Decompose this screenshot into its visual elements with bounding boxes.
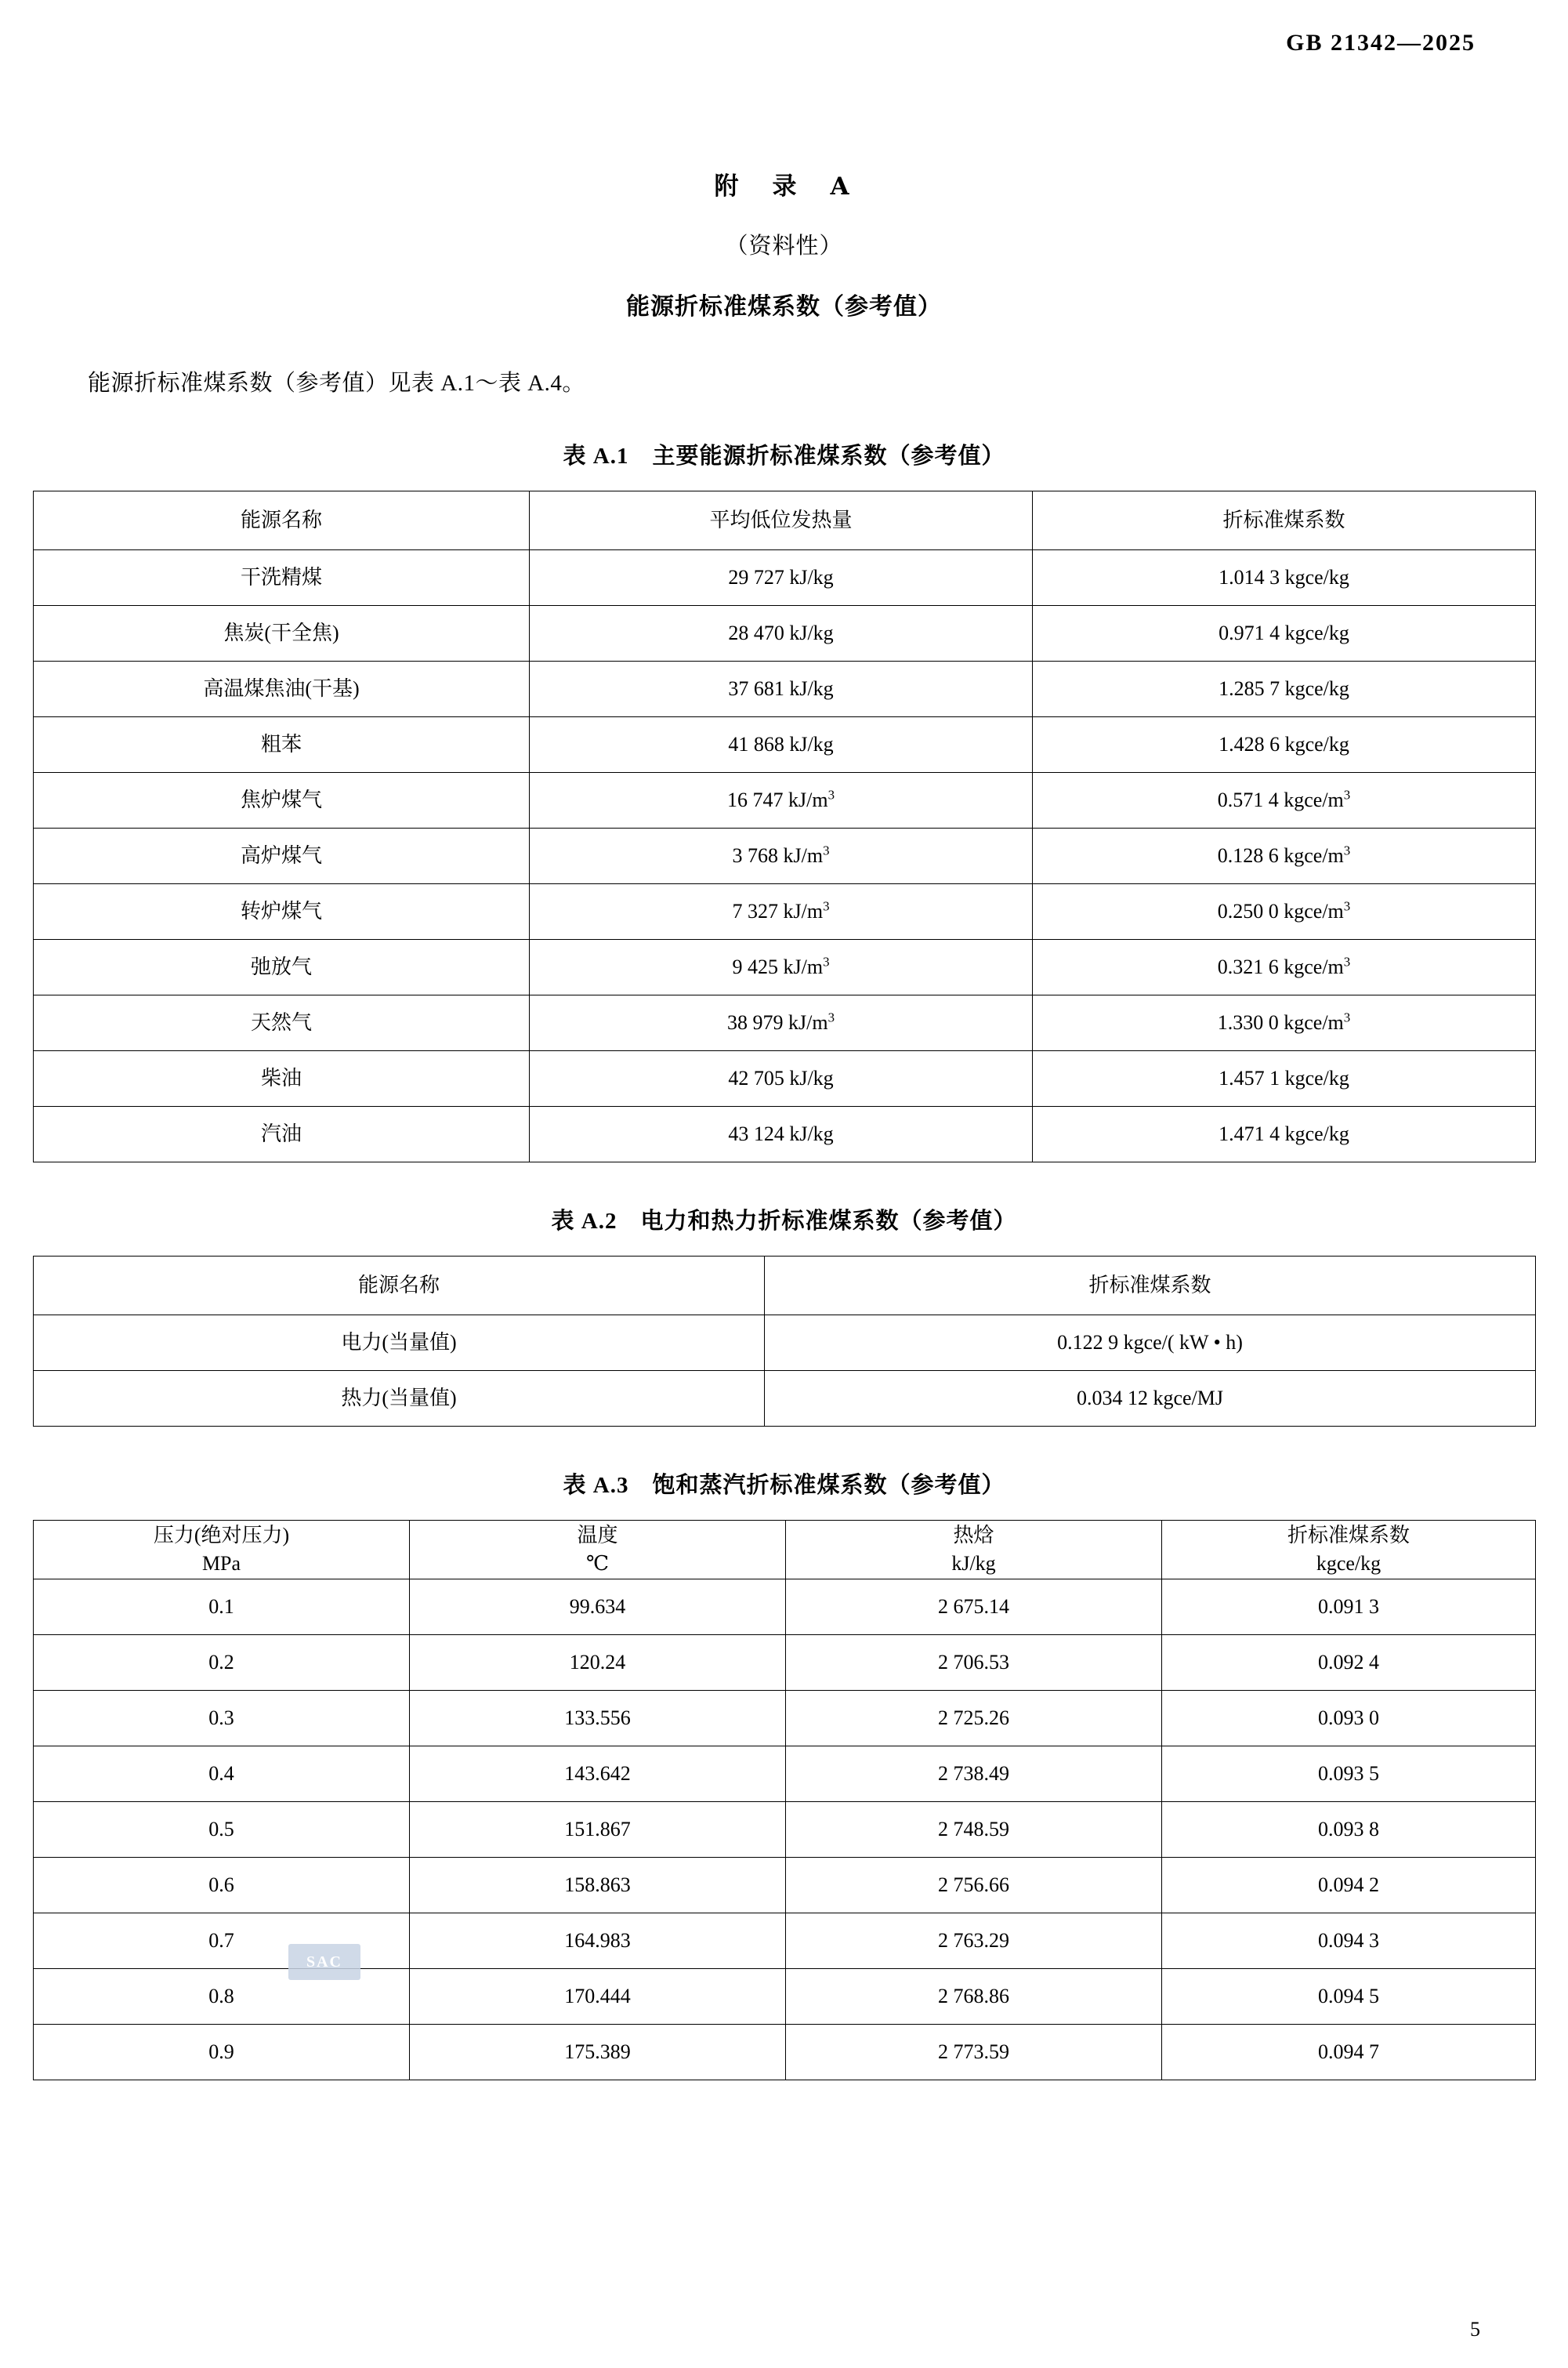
table-cell: 0.093 8 [1162, 1802, 1536, 1858]
table-cell: 0.9 [34, 2025, 410, 2080]
table-cell: 1.330 0 kgce/$m^3$ [1033, 995, 1536, 1051]
table-cell: 16 747 $kJ/m^3$ [530, 773, 1033, 829]
table-cell: 170.444 [410, 1969, 786, 2025]
table-cell: 2 738.49 [786, 1746, 1162, 1802]
table-cell: 158.863 [410, 1858, 786, 1913]
table-cell: 0.093 5 [1162, 1746, 1536, 1802]
table-header-row [34, 1521, 1536, 1579]
table-cell: 1.014 3 kgce/kg [1033, 550, 1536, 606]
table-row [34, 1691, 1536, 1746]
table-a2-caption: 表 A.2 电力和热力折标准煤系数（参考值） [551, 1209, 1017, 1234]
page-number: 5 [1470, 2318, 1480, 2341]
table-cell: 0.971 4 kgce/kg [1033, 606, 1536, 662]
page-header [0, 30, 1476, 56]
table-header-row [34, 491, 1536, 550]
table-a2 [33, 1256, 1536, 1427]
table-cell: 0.092 4 [1162, 1635, 1536, 1691]
table-cell: 43 124 kJ/kg [530, 1107, 1033, 1162]
table-cell: 1.428 6 kgce/kg [1033, 717, 1536, 773]
table-row [34, 1913, 1536, 1969]
table-a3-caption: 表 A.3 饱和蒸汽折标准煤系数（参考值） [563, 1473, 1005, 1498]
table-cell: 高炉煤气 [34, 829, 530, 884]
table-cell: 0.093 0 [1162, 1691, 1536, 1746]
table-cell: 热力(当量值) [34, 1371, 765, 1427]
table-a1-caption: 表 A.1 主要能源折标准煤系数（参考值） [563, 444, 1005, 469]
table-cell: 高温煤焦油(干基) [34, 662, 530, 717]
column-header: 折标准煤系数 [1033, 491, 1536, 550]
table-cell: 0.122 9 kgce/( kW • h) [765, 1315, 1536, 1371]
table-row [34, 829, 1536, 884]
table-cell: 133.556 [410, 1691, 786, 1746]
table-cell: 1.457 1 kgce/kg [1033, 1051, 1536, 1107]
table-cell: 0.034 12 kgce/MJ [765, 1371, 1536, 1427]
table-cell: 37 681 kJ/kg [530, 662, 1033, 717]
table-cell: 164.983 [410, 1913, 786, 1969]
table-cell: 2 675.14 [786, 1579, 1162, 1635]
table-row [34, 1635, 1536, 1691]
table-cell: 0.5 [34, 1802, 410, 1858]
table-row [34, 1969, 1536, 2025]
column-header: 折标准煤系数 kgce/kg [1162, 1521, 1536, 1579]
table-cell: 0.094 2 [1162, 1858, 1536, 1913]
table-cell: 28 470 kJ/kg [530, 606, 1033, 662]
table-row [34, 995, 1536, 1051]
table-cell: 2 748.59 [786, 1802, 1162, 1858]
annex-subtitle: （资料性） [725, 234, 843, 259]
table-cell: 2 706.53 [786, 1635, 1162, 1691]
table-a1-body [34, 550, 1536, 1162]
table-cell: 42 705 kJ/kg [530, 1051, 1033, 1107]
table-a3-wrapper [33, 1520, 1535, 2080]
table-row [34, 1802, 1536, 1858]
table-row [34, 1107, 1536, 1162]
table-cell: 0.6 [34, 1858, 410, 1913]
table-cell: 38 979 $kJ/m^3$ [530, 995, 1033, 1051]
table-cell: 0.094 5 [1162, 1969, 1536, 2025]
table-cell: 焦炉煤气 [34, 773, 530, 829]
table-cell: 9 425 $kJ/m^3$ [530, 940, 1033, 995]
column-header: 热焓 kJ/kg [786, 1521, 1162, 1579]
table-row [34, 550, 1536, 606]
table-cell: 2 725.26 [786, 1691, 1162, 1746]
table-row [34, 1746, 1536, 1802]
annex-intro-paragraph: 能源折标准煤系数（参考值）见表 A.1～表 A.4。 [88, 371, 585, 396]
table-row [34, 2025, 1536, 2080]
column-header: 平均低位发热量 [530, 491, 1033, 550]
table-row [34, 884, 1536, 940]
table-cell: 0.1 [34, 1579, 410, 1635]
table-row [34, 773, 1536, 829]
table-cell: 0.250 0 kgce/$m^3$ [1033, 884, 1536, 940]
table-cell: 0.3 [34, 1691, 410, 1746]
table-cell: 粗苯 [34, 717, 530, 773]
table-row [34, 717, 1536, 773]
table-cell: 3 768 $kJ/m^3$ [530, 829, 1033, 884]
table-a1-wrapper [33, 491, 1535, 1162]
table-cell: 0.2 [34, 1635, 410, 1691]
annex-name: 能源折标准煤系数（参考值） [626, 294, 942, 320]
table-cell: 1.471 4 kgce/kg [1033, 1107, 1536, 1162]
table-cell: 转炉煤气 [34, 884, 530, 940]
table-cell: 0.4 [34, 1746, 410, 1802]
table-cell: 41 868 kJ/kg [530, 717, 1033, 773]
table-cell: 29 727 kJ/kg [530, 550, 1033, 606]
table-row [34, 662, 1536, 717]
table-a3-body [34, 1579, 1536, 2080]
table-cell: 焦炭(干全焦) [34, 606, 530, 662]
table-cell: 柴油 [34, 1051, 530, 1107]
table-cell: 143.642 [410, 1746, 786, 1802]
table-cell: 120.24 [410, 1635, 786, 1691]
table-cell: 0.321 6 kgce/$m^3$ [1033, 940, 1536, 995]
table-cell: 0.8 [34, 1969, 410, 2025]
table-cell: 2 768.86 [786, 1969, 1162, 2025]
table-cell: 0.094 7 [1162, 2025, 1536, 2080]
table-cell: 干洗精煤 [34, 550, 530, 606]
table-a2-body [34, 1315, 1536, 1427]
table-a2-wrapper [33, 1256, 1535, 1427]
table-cell: 电力(当量值) [34, 1315, 765, 1371]
column-header: 温度 ℃ [410, 1521, 786, 1579]
table-cell: 99.634 [410, 1579, 786, 1635]
table-row [34, 1371, 1536, 1427]
table-cell: 2 756.66 [786, 1858, 1162, 1913]
column-header: 压力(绝对压力) MPa [34, 1521, 410, 1579]
table-header-row [34, 1257, 1536, 1315]
table-cell: 2 763.29 [786, 1913, 1162, 1969]
table-cell: 弛放气 [34, 940, 530, 995]
table-cell: 0.128 6 kgce/$m^3$ [1033, 829, 1536, 884]
standard-number: GB 21342—2025 [1286, 30, 1476, 56]
table-cell: 0.7 [34, 1913, 410, 1969]
table-cell: 175.389 [410, 2025, 786, 2080]
table-cell: 1.285 7 kgce/kg [1033, 662, 1536, 717]
column-header: 折标准煤系数 [765, 1257, 1536, 1315]
table-row [34, 1051, 1536, 1107]
table-a3 [33, 1520, 1536, 2080]
table-row [34, 1858, 1536, 1913]
table-cell: 天然气 [34, 995, 530, 1051]
annex-title: 附 录 A [714, 172, 854, 201]
sac-watermark: SAC [288, 1944, 360, 1980]
column-header: 能源名称 [34, 491, 530, 550]
table-cell: 0.571 4 kgce/$m^3$ [1033, 773, 1536, 829]
table-cell: 汽油 [34, 1107, 530, 1162]
table-cell: 7 327 $kJ/m^3$ [530, 884, 1033, 940]
table-row [34, 606, 1536, 662]
table-a1 [33, 491, 1536, 1162]
table-row [34, 940, 1536, 995]
table-row [34, 1579, 1536, 1635]
table-cell: 151.867 [410, 1802, 786, 1858]
table-cell: 2 773.59 [786, 2025, 1162, 2080]
column-header: 能源名称 [34, 1257, 765, 1315]
table-cell: 0.091 3 [1162, 1579, 1536, 1635]
table-cell: 0.094 3 [1162, 1913, 1536, 1969]
table-row [34, 1315, 1536, 1371]
